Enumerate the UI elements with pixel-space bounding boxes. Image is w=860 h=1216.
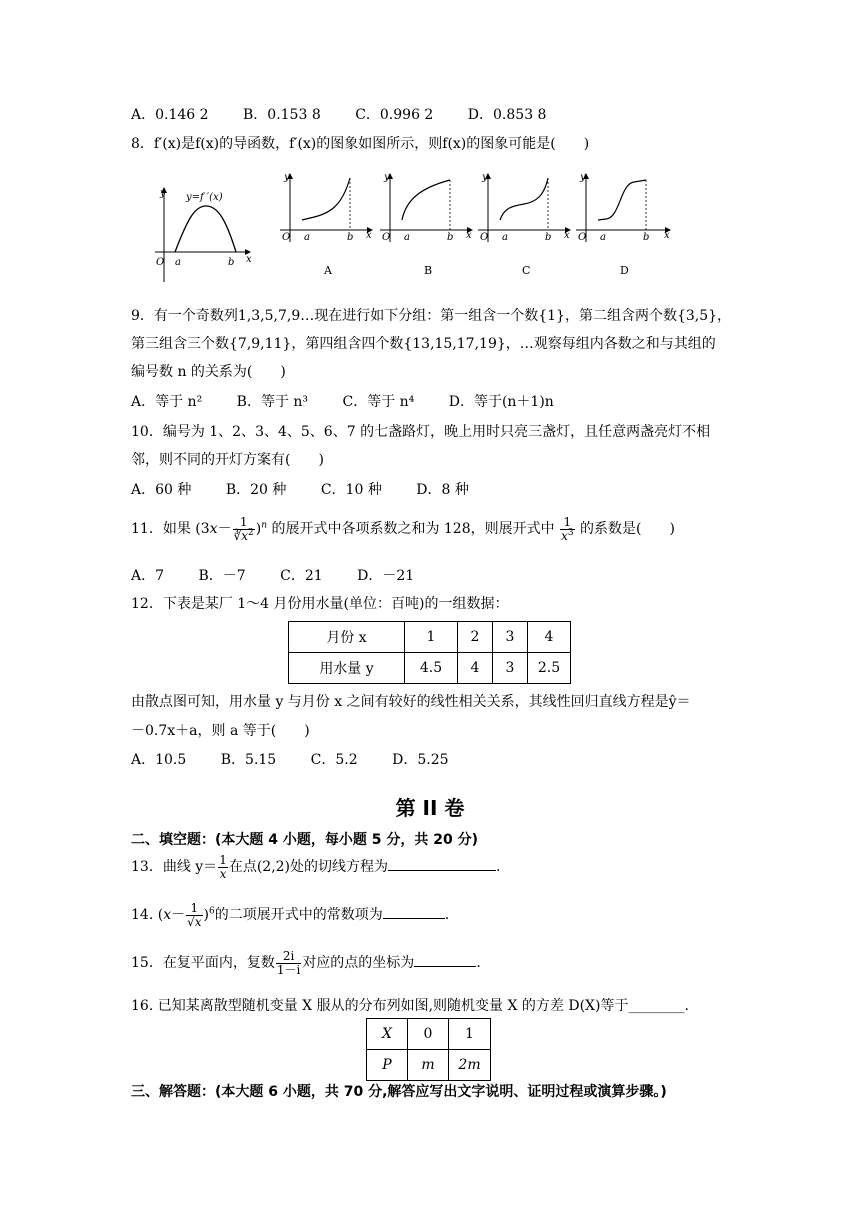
b-y-label: y bbox=[384, 172, 390, 183]
q15-numerator: 2i bbox=[276, 950, 301, 964]
q13-answer-blank[interactable] bbox=[388, 856, 496, 871]
q11-prefix: 11．如果 bbox=[131, 521, 191, 537]
table-cell: 1 bbox=[449, 1019, 491, 1050]
a-b-label: b bbox=[347, 232, 354, 243]
section-fill-in-heading: 二、填空题：(本大题 4 小题，每小题 5 分，共 20 分) bbox=[131, 832, 479, 848]
table-cell: 3 bbox=[493, 653, 528, 684]
q11-mid: 的展开式中各项系数之和为 128，则展开式中 bbox=[271, 521, 555, 537]
q15-end: . bbox=[476, 955, 481, 971]
q12-line-2: 由散点图可知，用水量 y 与月份 x 之间有较好的线性相关关系，其线性回归直线方程是ŷ＝ bbox=[131, 694, 691, 710]
graph-option-c bbox=[478, 172, 570, 277]
q11-option-c: C．21 bbox=[280, 568, 323, 584]
q11-option-a: A．7 bbox=[131, 568, 165, 584]
table-cell: 月份 x bbox=[289, 622, 405, 653]
q14-expression: (x－ $\frac{1}{√x}$ )$^6$ bbox=[157, 900, 215, 929]
q14-question bbox=[131, 900, 449, 930]
volume-title: 第 II 卷 bbox=[395, 796, 465, 820]
table-cell: P bbox=[367, 1050, 408, 1081]
q9-line-1: 9．有一个奇数列1,3,5,7,9…现在进行如下分组：第一组含一个数{1}，第二组含两个数{3,5}， bbox=[131, 308, 732, 324]
q11-expression: (3x－ $\frac{1}{∛x^2}$ )$^n$ bbox=[195, 514, 267, 543]
q10-line-2: 邻，则不同的开灯方案有( ) bbox=[131, 452, 324, 468]
c-b-label: b bbox=[545, 232, 552, 243]
q12-question: 12．下表是某厂 1～4 月份用水量(单位：百吨)的一组数据： bbox=[131, 596, 509, 612]
table-cell: 4 bbox=[458, 653, 493, 684]
q7-option-b: B．0.153 8 bbox=[243, 107, 321, 123]
q12-option-c: C．5.2 bbox=[310, 752, 358, 768]
c-a-label: a bbox=[502, 232, 508, 243]
q12-option-d: D．5.25 bbox=[392, 752, 449, 768]
table-cell: m bbox=[408, 1050, 449, 1081]
q11-options bbox=[131, 566, 414, 586]
q16-table bbox=[366, 1018, 491, 1081]
figure-label-d: D bbox=[620, 264, 629, 277]
q7-option-a: A．0.146 2 bbox=[131, 107, 209, 123]
q9-option-a: A．等于 n² bbox=[131, 394, 203, 410]
q14-end: . bbox=[444, 907, 450, 923]
section-solution-heading: 三、解答题：(本大题 6 小题，共 70 分,解答应写出文字说明、证明过程或演算步骤。) bbox=[131, 1084, 667, 1100]
deriv-b-label: b bbox=[228, 257, 235, 268]
q8-question: 8．f′(x)是f(x)的导函数，f′(x)的图象如图所示，则f(x)的图象可能是( ) bbox=[131, 136, 590, 152]
deriv-y-label: y bbox=[160, 188, 166, 199]
q15-denominator: 1－i bbox=[276, 962, 301, 977]
table-row bbox=[289, 622, 571, 653]
q9-options bbox=[131, 392, 554, 412]
q7-option-c: C．0.996 2 bbox=[355, 107, 434, 123]
q10-options bbox=[131, 480, 469, 500]
q8-figures bbox=[150, 170, 680, 288]
figure-label-c: C bbox=[522, 264, 531, 277]
a-y-label: y bbox=[284, 172, 290, 183]
q13-suffix: 在点(2,2)处的切线方程为 bbox=[228, 859, 389, 875]
table-cell: X bbox=[367, 1019, 408, 1050]
q12-options bbox=[131, 750, 449, 770]
q15-answer-blank[interactable] bbox=[414, 952, 476, 967]
q13-question bbox=[131, 852, 500, 882]
table-cell: 1 bbox=[405, 622, 458, 653]
q12-table bbox=[288, 621, 571, 684]
q9-line-3: 编号数 n 的关系为( ) bbox=[131, 364, 286, 380]
d-a-label: a bbox=[600, 232, 606, 243]
q8-graphs-svg bbox=[150, 170, 680, 288]
deriv-x-label: x bbox=[246, 254, 252, 265]
a-x-label: x bbox=[366, 230, 372, 241]
table-cell: 2m bbox=[449, 1050, 491, 1081]
q11-option-b: B．－7 bbox=[198, 568, 246, 584]
table-cell: 4 bbox=[528, 622, 571, 653]
c-x-label: x bbox=[564, 230, 570, 241]
q14-prefix: 14. bbox=[131, 907, 154, 923]
figure-label-b: B bbox=[424, 264, 433, 277]
q12-option-b: B．5.15 bbox=[220, 752, 277, 768]
q13-fraction: $\frac{1}{x}$ bbox=[219, 852, 227, 881]
b-a-label: a bbox=[404, 232, 410, 243]
table-row bbox=[367, 1050, 491, 1081]
b-x-label: x bbox=[466, 230, 472, 241]
c-y-label: y bbox=[482, 172, 488, 183]
d-b-label: b bbox=[643, 232, 650, 243]
q12-option-a: A．10.5 bbox=[131, 752, 187, 768]
a-origin-label: O bbox=[282, 232, 291, 243]
q15-suffix: 对应的点的坐标为 bbox=[302, 955, 415, 971]
table-cell: 3 bbox=[493, 622, 528, 653]
q14-answer-blank[interactable] bbox=[383, 904, 445, 919]
q9-option-b: B．等于 n³ bbox=[236, 394, 309, 410]
q7-options bbox=[131, 105, 546, 125]
q13-end: . bbox=[496, 859, 501, 875]
deriv-a-label: a bbox=[175, 257, 181, 268]
graph-option-b bbox=[380, 172, 472, 277]
a-a-label: a bbox=[304, 232, 310, 243]
q9-line-2: 第三组含三个数{7,9,11}，第四组含四个数{13,15,17,19}，…观察每组内各数之和与其组的 bbox=[131, 336, 716, 352]
q13-prefix: 13．曲线 y＝ bbox=[131, 859, 218, 875]
q10-option-c: C．10 种 bbox=[320, 482, 382, 498]
c-origin-label: O bbox=[480, 232, 489, 243]
figure-label-a: A bbox=[324, 264, 332, 277]
q11-option-d: D．－21 bbox=[357, 568, 415, 584]
table-cell: 2.5 bbox=[528, 653, 571, 684]
d-x-label: x bbox=[664, 230, 670, 241]
q16-question: 16. 已知某离散型随机变量 X 服从的分布列如图,则随机变量 X 的方差 D(X)等于________. bbox=[131, 998, 689, 1014]
table-row bbox=[289, 653, 571, 684]
b-b-label: b bbox=[447, 232, 454, 243]
q15-fraction bbox=[276, 950, 301, 977]
deriv-origin-label: O bbox=[156, 257, 165, 268]
q15-prefix: 15．在复平面内，复数 bbox=[131, 955, 275, 971]
q9-option-c: C．等于 n⁴ bbox=[342, 394, 415, 410]
q10-line-1: 10．编号为 1、2、3、4、5、6、7 的七盏路灯，晚上用时只亮三盏灯，且任意两盏亮灯不相 bbox=[131, 424, 711, 440]
q15-question bbox=[131, 948, 481, 978]
q10-option-d: D．8 种 bbox=[416, 482, 469, 498]
graph-option-a bbox=[280, 172, 372, 277]
q10-option-a: A．60 种 bbox=[131, 482, 192, 498]
derivative-label: y=f ′(x) bbox=[186, 192, 223, 203]
q11-question bbox=[131, 514, 675, 544]
q11-target-term: $\frac{1}{x^3}$ bbox=[561, 514, 574, 543]
table-cell: 用水量 y bbox=[289, 653, 405, 684]
q9-option-d: D．等于(n＋1)n bbox=[448, 394, 554, 410]
q14-suffix: 的二项展开式中的常数项为 bbox=[214, 907, 383, 923]
graph-option-d bbox=[576, 172, 670, 277]
derivative-graph bbox=[155, 188, 252, 282]
d-origin-label: O bbox=[578, 232, 587, 243]
q10-option-b: B．20 种 bbox=[225, 482, 287, 498]
d-y-label: y bbox=[580, 172, 586, 183]
table-cell: 2 bbox=[458, 622, 493, 653]
q12-line-3: －0.7x＋a，则 a 等于( ) bbox=[131, 723, 310, 739]
table-cell: 4.5 bbox=[405, 653, 458, 684]
table-row bbox=[367, 1019, 491, 1050]
table-cell: 0 bbox=[408, 1019, 449, 1050]
q11-suffix: 的系数是( ) bbox=[580, 521, 675, 537]
q7-option-d: D．0.853 8 bbox=[467, 107, 547, 123]
b-origin-label: O bbox=[382, 232, 391, 243]
